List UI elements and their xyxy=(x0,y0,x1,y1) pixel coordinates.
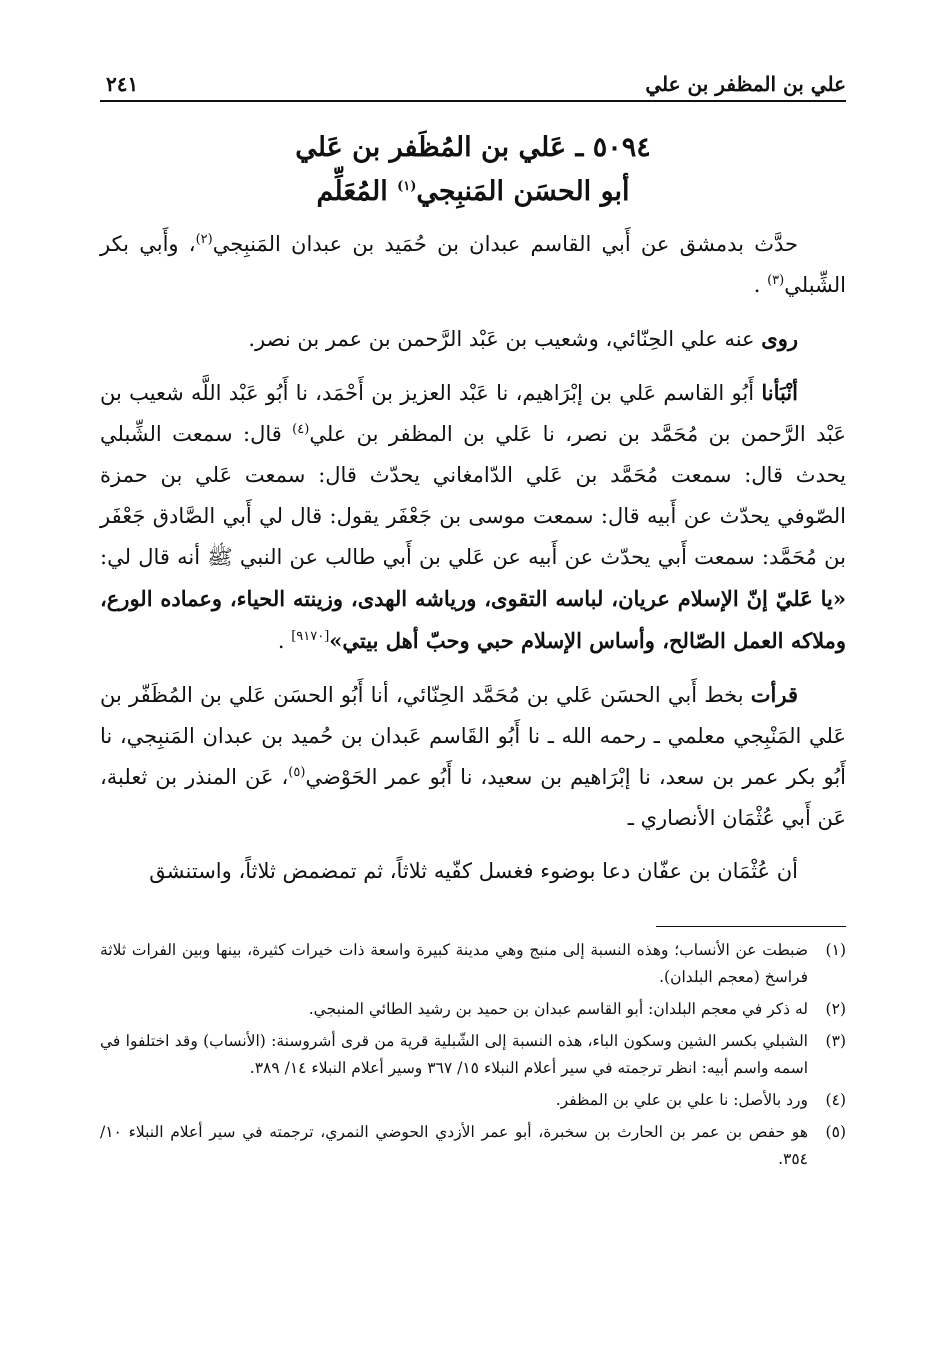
paragraph-reading xyxy=(100,674,846,839)
paragraph-text: . xyxy=(277,629,285,653)
footnote-divider xyxy=(656,926,846,927)
hadith-text: «يا عَليّ إنّ الإسلام عريان، لباسه التقوى، ورياشه الهدى، وزينته الحياء، وعماده الورع، وملاكه العمل الصّالح، وأساس الإسلام حبي وحبّ أهل بيتي» xyxy=(100,586,846,653)
paragraph-text: قال: سمعت الشِّبلي يحدث قال: سمعت مُحَمَّد بن عَلي الدّامغاني يحدّث قال: سمعت عَلي بن حمزة الصّوفي يحدّث عن أَبيه قال: سمعت موسى بن جَعْفَر يقول: قال لي أَبي الصَّادق جَعْفَر بن مُحَمَّد: سمعت أَبي يحدّث عن أَبيه عن عَلي بن أَبي طالب عن النبي ﷺ أنه قال لي: xyxy=(100,422,846,569)
footnote xyxy=(100,1028,846,1082)
lead-word: روى xyxy=(761,326,798,351)
entry-title xyxy=(100,126,846,214)
page xyxy=(100,60,846,1178)
footnote-ref-5: (٥) xyxy=(288,765,306,780)
footnote xyxy=(100,1087,846,1114)
footnote-ref-3: (٣) xyxy=(767,273,785,288)
footnote-number: (٤) xyxy=(825,1091,846,1109)
footnotes xyxy=(100,937,846,1173)
footnote xyxy=(100,937,846,991)
paragraph-text: ، وأَبي بكر الشِّبلي xyxy=(100,232,846,297)
footnote-text: هو حفص بن عمر بن الحارث بن سخبرة، أبو عمر الأزدي الحوضي النمري، ترجمته في سير أعلام النبلاء ١٠/ ٣٥٤. xyxy=(100,1123,808,1168)
footnote-text: ورد بالأصل: نا علي بن علي بن المظفر. xyxy=(555,1091,808,1109)
entry-title-line-1: ٥٠٩٤ ـ عَلي بن المُظَفر بن عَلي xyxy=(295,132,651,163)
paragraph-text: أن عُثْمَان بن عفّان دعا بوضوء فغسل كفّيه ثلاثاً، ثم تمضمض ثلاثاً، واستنشق xyxy=(149,859,798,883)
paragraph-text: حدَّث بدمشق عن أَبي القاسم عبدان بن حُمَيد بن عبدان المَنبِجي xyxy=(212,232,798,256)
paragraph-text: ، عَن المنذر بن ثعلبة، عَن أَبي عُثْمَان الأنصاري ـ xyxy=(100,765,846,830)
footnote-number: (١) xyxy=(825,941,846,959)
paragraph-text: عنه علي الحِنّائي، وشعيب بن عَبْد الرَّحمن بن عمر بن نصر. xyxy=(248,327,755,351)
paragraph-narration xyxy=(100,224,846,306)
footnote-ref-1: (١) xyxy=(397,179,417,194)
entry-title-name: أبو الحسَن المَنبِجي xyxy=(416,176,630,207)
footnote xyxy=(100,1119,846,1173)
footnote-ref-4: (٤) xyxy=(292,422,310,437)
hadith-ref: [٩١٧٠] xyxy=(291,629,330,644)
page-number: ٢٤١ xyxy=(106,72,139,96)
paragraph-text: أَبُو القاسم عَلي بن إبْرَاهيم، نا عَبْد العزيز بن أَحْمَد، نا أَبُو عَبْد اللَّه شعيب بن عَبْد الرَّحمن بن مُحَمَّد بن نصر، نا عَلي بن المظفر بن علي xyxy=(100,381,847,446)
body-text xyxy=(100,224,846,892)
paragraph-isnad xyxy=(100,372,846,662)
lead-word: أنْبَأنا xyxy=(761,380,798,405)
paragraph-text: . xyxy=(753,273,761,297)
footnote-ref-2: (٢) xyxy=(195,232,213,247)
paragraph-hadith-wudu xyxy=(100,851,846,892)
entry-title-epithet: المُعَلِّم xyxy=(316,176,388,207)
footnote-number: (٥) xyxy=(825,1123,846,1141)
footnote-text: ضبطت عن الأنساب؛ وهذه النسبة إلى منبج وهي مدينة كبيرة واسعة ذات خيرات كثيرة، بينها وبين الفرات ثلاثة فراسخ (معجم البلدان). xyxy=(100,941,808,986)
page-header xyxy=(100,60,846,102)
footnote-text: الشبلي بكسر الشين وسكون الباء، هذه النسبة إلى الشّبلية قرية من قرى أشروسنة: (الأنساب) وقد اختلفوا في اسمه واسم أبيه: انظر ترجمته في سير أعلام النبلاء ١٥/ ٣٦٧ وسير أعلام النبلاء ١٤/ ٣٨٩. xyxy=(100,1032,808,1077)
entry-title-line-2 xyxy=(100,170,846,214)
footnote-number: (٣) xyxy=(825,1032,846,1050)
footnote-number: (٢) xyxy=(825,1000,846,1018)
running-head: علي بن المظفر بن علي xyxy=(645,72,846,96)
lead-word: قرأت xyxy=(750,682,798,707)
footnote xyxy=(100,996,846,1023)
footnote-text: له ذكر في معجم البلدان: أبو القاسم عبدان بن حميد بن رشيد الطائي المنبجي. xyxy=(308,1000,808,1018)
paragraph-text: بخط أَبي الحسَن عَلي بن مُحَمَّد الحِنّائي، أنا أَبُو الحسَن عَلي بن المُظَفّر بن عَلي المَنْبِجي معلمي ـ رحمه الله ـ نا أَبُو القَاسم عَبدان بن حُميد بن عبدان المَنبِجي، نا أَبُو بكر عمر بن سعد، نا إبْرَاهيم بن سعيد، نا أَبُو عمر الحَوْضي xyxy=(100,683,846,789)
paragraph-transmitters xyxy=(100,318,846,360)
